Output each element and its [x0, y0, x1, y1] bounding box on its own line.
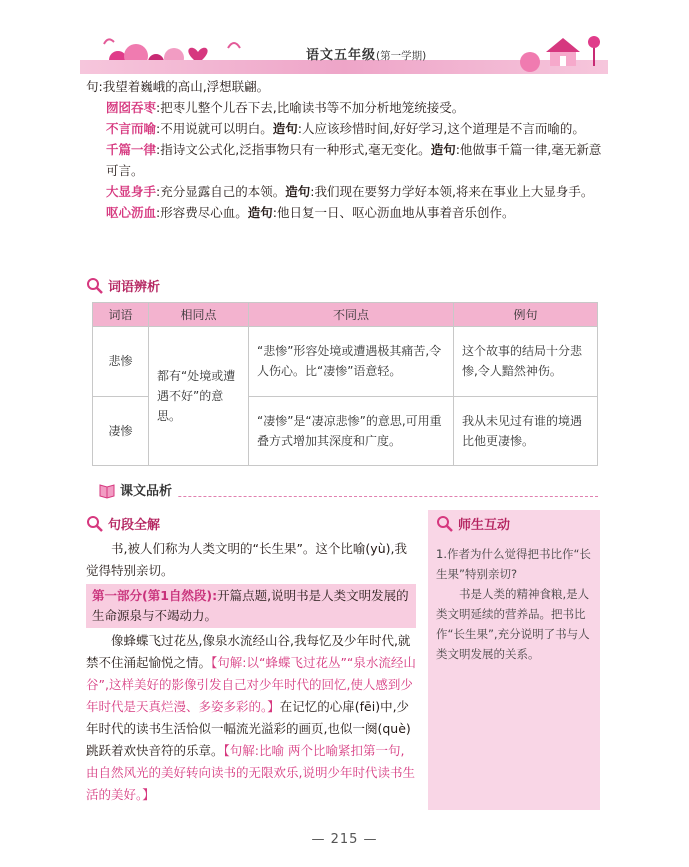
- interaction-panel: [428, 510, 600, 810]
- decorative-house-icon: [510, 32, 608, 74]
- body-paragraph: 像蜂蝶飞过花丛,像泉水流经山谷,我每忆及少年时代,就禁不住涌起愉悦之情。【句解:以“蜂蝶飞过花丛”“泉水流经山谷”,这样美好的影像引发自己对少年时代的回忆,使人感到少年时代是天真烂漫、多姿多彩的。】在记忆的心扉(fēi)中,少年时代的读书生活恰似一幅流光溢彩的画页,也似一阕(què)跳跃着欢快音符的乐章。【句解:比喻 两个比喻紧扣第一句,由自然风光的美好转向读书的无限欢乐,说明少年时代读书生活的美好。】: [86, 633, 416, 802]
- section-title-lesson: 课文品析: [98, 480, 178, 499]
- intro-paragraph: 书,被人们称为人类文明的“长生果”。这个比喻(yù),我觉得特别亲切。: [86, 541, 407, 578]
- table-header: 例句: [454, 303, 598, 327]
- table-cell-example: 这个故事的结局十分悲惨,令人黯然神伤。: [454, 327, 598, 397]
- interaction-answer: 书是人类的精神食粮,是人类文明延续的营养品。把书比作“长生果”,充分说明了书与人类文明发展的关系。: [436, 587, 590, 661]
- table-cell-same: 都有“处境或遭遇不好”的意思。: [149, 327, 249, 466]
- idiom-lead: 句:我望着巍峨的高山,浮想联翩。: [86, 79, 270, 94]
- table-row: [93, 327, 598, 397]
- part-summary: 第一部分(第1自然段):开篇点题,说明书是人类文明发展的生命源泉与不竭动力。: [86, 584, 416, 628]
- section-title-analysis: 词语辨析: [86, 276, 160, 295]
- idiom-term: 囫囵吞枣: [106, 100, 157, 115]
- idiom-item: 不言而喻:不用说就可以明白。造句:人应该珍惜时间,好好学习,这个道理是不言而喻的。: [106, 121, 585, 136]
- table-cell-example: 我从未见过有谁的境遇比他更凄惨。: [454, 396, 598, 466]
- section-title-sentences: 句段全解: [86, 514, 160, 533]
- idiom-term: 呕心沥血: [106, 205, 157, 220]
- idiom-item: 呕心沥血:形容费尽心血。造句:他日复一日、呕心沥血地从事着音乐创作。: [106, 205, 515, 220]
- interaction-question: 1.作者为什么觉得把书比作“长生果”特别亲切?: [436, 547, 591, 581]
- magnifier-icon: [436, 515, 454, 533]
- page-header: [80, 32, 608, 74]
- idiom-list: [86, 76, 604, 223]
- idiom-item: 千篇一律:指诗文公式化,泛指事物只有一种形式,毫无变化。造句:他做事千篇一律,毫无新意可言。: [106, 142, 602, 178]
- idiom-term: 不言而喻: [106, 121, 157, 136]
- table-header: 不同点: [249, 303, 454, 327]
- interaction-title: 师生互动: [436, 514, 510, 533]
- idiom-term: 千篇一律: [106, 142, 157, 157]
- magnifier-icon: [86, 277, 104, 295]
- book-icon: [98, 481, 116, 499]
- page-title: 语文五年级(第一学期): [306, 48, 427, 63]
- table-cell-diff: “凄惨”是“凄凉悲惨”的意思,可用重叠方式增加其深度和广度。: [249, 396, 454, 466]
- lesson-text: [86, 538, 416, 806]
- annotation: 【句解:比喻 两个比喻紧扣第一句,由自然风光的美好转向读书的无限欢乐,说明少年时代读书生活的美好。】: [86, 743, 415, 802]
- idiom-term: 大显身手: [106, 184, 157, 199]
- table-header: 相同点: [149, 303, 249, 327]
- annotation: 【句解:以“蜂蝶飞过花丛”“泉水流经山谷”,这样美好的影像引发自己对少年时代的回忆,使人感到少年时代是天真烂漫、多姿多彩的。】: [86, 655, 416, 714]
- magnifier-icon: [86, 515, 104, 533]
- word-analysis-table: [92, 302, 598, 466]
- table-cell-word: 悲惨: [93, 327, 149, 397]
- table-cell-diff: “悲惨”形容处境或遭遇极其痛苦,令人伤心。比“凄惨”语意轻。: [249, 327, 454, 397]
- page-number: — 215 —: [311, 832, 378, 847]
- interaction-content: [436, 544, 596, 664]
- idiom-item: 囫囵吞枣:把枣儿整个儿吞下去,比喻读书等不加分析地笼统接受。: [106, 100, 465, 115]
- idiom-item: 大显身手:充分显露自己的本领。造句:我们现在要努力学好本领,将来在事业上大显身手。: [106, 184, 594, 199]
- table-cell-word: 凄惨: [93, 396, 149, 466]
- table-header: 词语: [93, 303, 149, 327]
